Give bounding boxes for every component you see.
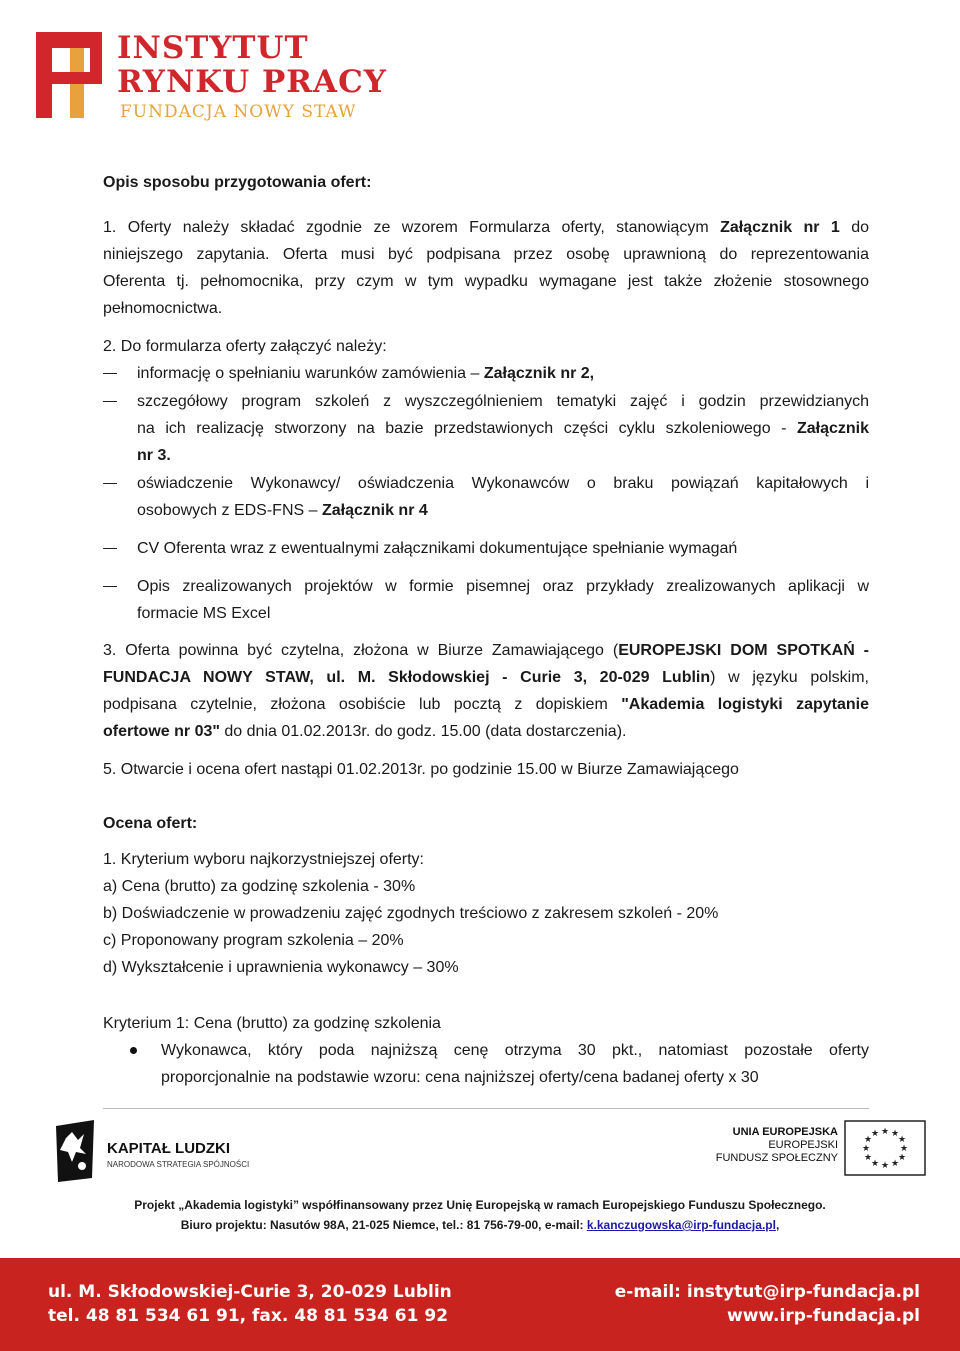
eu-flag-icon xyxy=(844,1120,926,1176)
list-item: Wykonawca, który poda najniższą cenę otrzyma 30 pkt., natomiast pozostałe oferty proporcjonalnie na podstawie wzoru: cena najniższej oferty/cena badanej oferty x 30 xyxy=(130,1037,869,1091)
dash-icon xyxy=(103,483,117,484)
kapital-ludzki-subtitle: NARODOWA STRATEGIA SPÓJNOŚCI xyxy=(107,1160,250,1169)
paragraph-3-line-4: ofertowe nr 03" do dnia 01.02.2013r. do godz. 15.00 (data dostarczenia). xyxy=(103,723,627,740)
list-item: Opis zrealizowanych projektów w formie pisemnej oraz przykłady zrealizowanych aplikacji w formacie MS Excel xyxy=(103,573,869,627)
logo-mark-icon xyxy=(32,24,112,124)
eu-line-1: UNIA EUROPEJSKA xyxy=(732,1126,838,1138)
dash-icon xyxy=(103,373,117,374)
list-item: CV Oferenta wraz z ewentualnymi załącznikami dokumentujące spełnianie wymagań xyxy=(103,535,869,562)
paragraph-3-line-2: FUNDACJA NOWY STAW, ul. M. Skłodowskiej - Curie 3, 20-029 Lublin) w języku polskim, xyxy=(103,669,869,686)
svg-text:★: ★ xyxy=(890,1159,900,1169)
svg-text:★: ★ xyxy=(897,1135,907,1145)
svg-text:★: ★ xyxy=(890,1129,900,1139)
criteria-line: d) Wykształcenie i uprawnienia wykonawcy – 30% xyxy=(103,959,459,976)
bullet-icon xyxy=(130,1047,137,1054)
eu-text-block xyxy=(716,1126,838,1165)
paragraph-1-line-4: pełnomocnictwa. xyxy=(103,300,223,317)
dash-icon xyxy=(103,548,117,549)
paragraph-3-line-1: 3. Oferta powinna być czytelna, złożona w Biurze Zamawiającego (EUROPEJSKI DOM SPOTKAŃ - xyxy=(103,642,870,659)
svg-text:★: ★ xyxy=(863,1153,873,1163)
paragraph-2-intro: 2. Do formularza oferty załączyć należy: xyxy=(103,338,387,355)
kapital-ludzki-emblem-icon xyxy=(52,1118,98,1184)
paragraph-1-line-1: 1. Oferty należy składać zgodnie ze wzorem Formularza oferty, stanowiącym Załącznik nr 1 do xyxy=(103,219,870,236)
eu-line-3: FUNDUSZ SPOŁECZNY xyxy=(715,1152,838,1164)
kapital-ludzki-logo xyxy=(52,1118,252,1188)
paragraph-1-line-2: niniejszego zapytania. Oferta musi być podpisana przez osobę uprawnioną do reprezentowania xyxy=(103,246,869,263)
svg-text:★: ★ xyxy=(880,1127,890,1137)
list-item: oświadczenie Wykonawcy/ oświadczenia Wykonawców o braku powiązań kapitałowych i osobowych z EDS-FNS – Załącznik nr 4 xyxy=(103,470,869,524)
svg-text:★: ★ xyxy=(861,1144,871,1154)
project-info-line: Projekt „Akademia logistyki” współfinansowany przez Unię Europejską w ramach Europejskiego Funduszu Społecznego. xyxy=(134,1198,826,1212)
criteria-line: 1. Kryterium wyboru najkorzystniejszej oferty: xyxy=(103,851,424,868)
contact-footer-bar xyxy=(0,1258,960,1351)
list-item: szczegółowy program szkoleń z wyszczególnieniem tematyki zajęć i godzin przewidzianych na ich realizację stworzony na bazie przedstawionych części cyklu szkoleniowego - Załącznik nr 3. xyxy=(103,388,869,469)
footer-address: ul. M. Skłodowskiej-Curie 3, 20-029 Lublin xyxy=(48,1282,452,1302)
kapital-ludzki-title: KAPITAŁ LUDZKI xyxy=(107,1140,231,1157)
list-item: informację o spełnianiu warunków zamówienia – Załącznik nr 2, xyxy=(103,360,869,387)
logo-line-3: FUNDACJA NOWY STAW xyxy=(120,102,357,122)
paragraph-1-line-3: Oferenta tj. pełnomocnika, przy czym w tym wypadku wymagane jest także złożenie stosownego xyxy=(103,273,869,290)
criteria-line: a) Cena (brutto) za godzinę szkolenia - 30% xyxy=(103,878,416,895)
institute-logo xyxy=(32,24,387,124)
eu-line-2: EUROPEJSKI xyxy=(768,1139,838,1151)
footer-website[interactable]: www.irp-fundacja.pl xyxy=(727,1306,920,1326)
svg-text:★: ★ xyxy=(870,1129,880,1139)
svg-text:★: ★ xyxy=(870,1159,880,1169)
logo-line-2: RYNKU PRACY xyxy=(117,64,387,100)
office-email-link[interactable]: k.kanczugowska@irp-fundacja.pl xyxy=(586,1218,776,1232)
criterion-1-heading: Kryterium 1: Cena (brutto) za godzinę szkolenia xyxy=(103,1015,441,1032)
footer-divider xyxy=(103,1108,869,1109)
office-info-line: Biuro projektu: Nasutów 98A, 21-025 Niemce, tel.: 81 756-79-00, e-mail: k.kanczugowska@irp-fundacja.pl, xyxy=(180,1218,780,1232)
criteria-line: b) Doświadczenie w prowadzeniu zajęć zgodnych treściowo z zakresem szkoleń - 20% xyxy=(103,905,719,922)
footer-email[interactable]: e-mail: instytut@irp-fundacja.pl xyxy=(614,1282,920,1302)
criteria-line: c) Proponowany program szkolenia – 20% xyxy=(103,932,404,949)
footer-phone: tel. 48 81 534 61 91, fax. 48 81 534 61 92 xyxy=(48,1306,449,1326)
svg-text:★: ★ xyxy=(880,1161,890,1171)
svg-text:★: ★ xyxy=(863,1135,873,1145)
section-heading-preparation: Opis sposobu przygotowania ofert: xyxy=(103,174,372,191)
section-heading-evaluation: Ocena ofert: xyxy=(103,815,198,832)
dash-icon xyxy=(103,586,117,587)
paragraph-3-line-3: podpisana czytelnie, złożona osobiście lub pocztą z dopiskiem "Akademia logistyki zapytanie xyxy=(103,696,870,713)
logo-line-1: INSTYTUT xyxy=(117,30,309,66)
dash-icon xyxy=(103,401,117,402)
svg-text:★: ★ xyxy=(897,1153,907,1163)
svg-text:★: ★ xyxy=(899,1144,909,1154)
paragraph-5: 5. Otwarcie i ocena ofert nastąpi 01.02.2013r. po godzinie 15.00 w Biurze Zamawiającego xyxy=(103,761,739,778)
eu-logo xyxy=(715,1118,926,1178)
